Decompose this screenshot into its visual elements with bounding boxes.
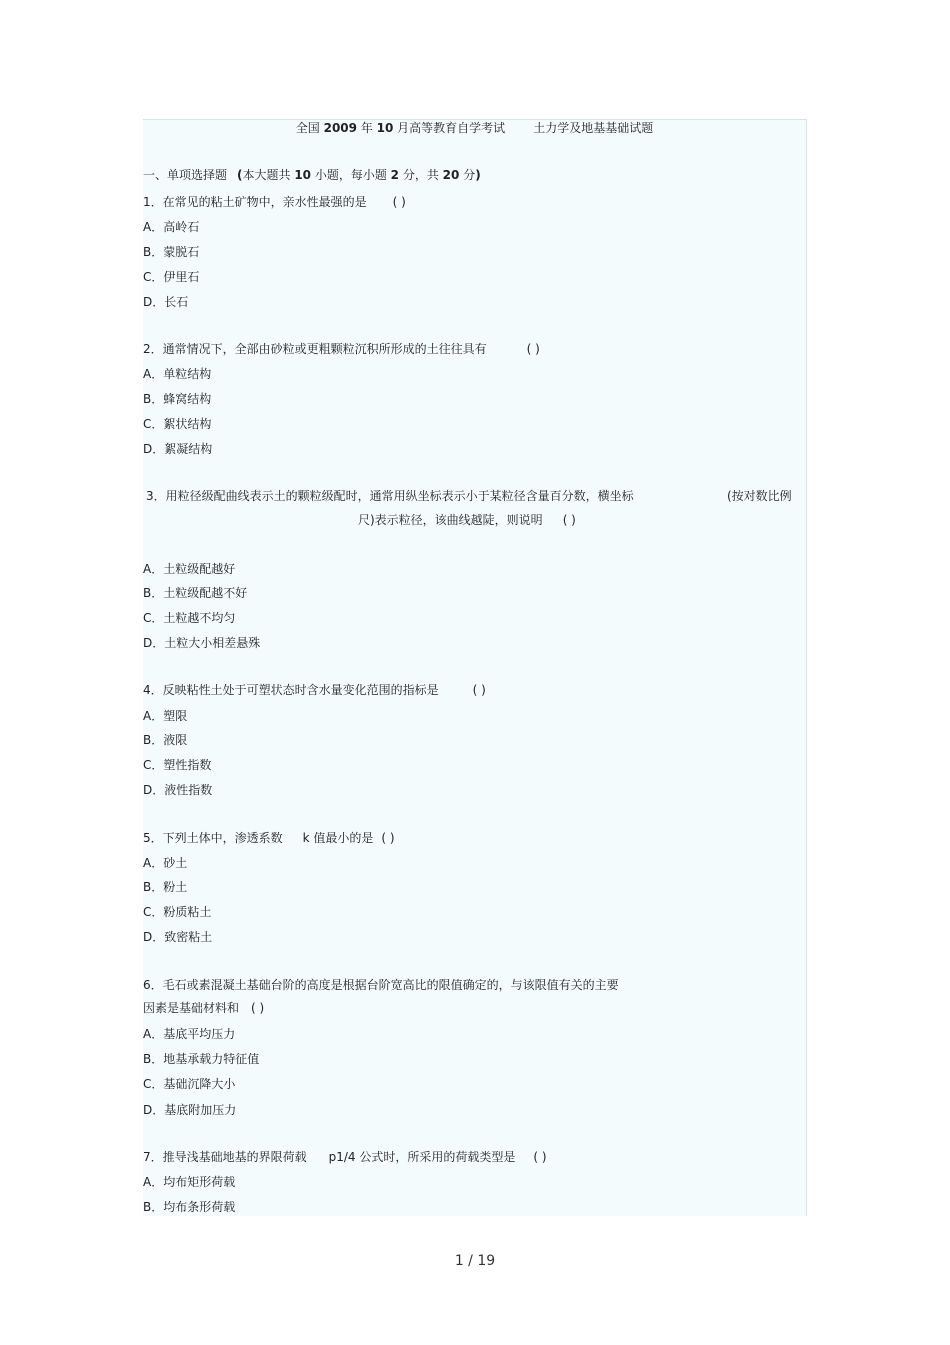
question-7-option-b: B．均布条形荷载 bbox=[143, 1200, 236, 1214]
question-7-stem: 7．推导浅基础地基的界限荷载 p1/4 公式时，所采用的荷载类型是 ( ) bbox=[143, 1150, 547, 1164]
question-1-option-c: C．伊里石 bbox=[143, 270, 200, 284]
question-1-option-d: D．长石 bbox=[143, 295, 189, 309]
question-2-option-b: B．蜂窝结构 bbox=[143, 392, 212, 406]
question-3-option-a: A．土粒级配越好 bbox=[143, 562, 236, 576]
question-6-stem: 6．毛石或素混凝土基础台阶的高度是根据台阶宽高比的限值确定的，与该限值有关的主要 bbox=[143, 978, 619, 992]
question-1-stem: 1．在常见的粘土矿物中，亲水性最强的是 ( ) bbox=[143, 195, 406, 209]
question-6-option-d: D．基底附加压力 bbox=[143, 1103, 237, 1117]
question-2-stem: 2．通常情况下，全部由砂粒或更粗颗粒沉积所形成的土往往具有 ( ) bbox=[143, 342, 540, 356]
question-2-option-d: D．絮凝结构 bbox=[143, 442, 213, 456]
subject-title: 土力学及地基基础试题 bbox=[533, 121, 654, 135]
question-6-stem-line2: 因素是基础材料和 ( ) bbox=[143, 1001, 265, 1015]
question-3-option-c: C．土粒越不均匀 bbox=[143, 611, 236, 625]
question-6-option-b: B．地基承载力特征值 bbox=[143, 1052, 260, 1066]
section-heading: 一、单项选择题 (本大题共 10 小题，每小题 2 分，共 20 分) bbox=[143, 168, 481, 182]
question-6-option-a: A．基底平均压力 bbox=[143, 1027, 236, 1041]
question-3-option-b: B．土粒级配越不好 bbox=[143, 586, 248, 600]
page-title: 全国 2009 年 10 月高等教育自学考试 土力学及地基基础试题 bbox=[295, 121, 654, 135]
question-5-option-d: D．致密粘土 bbox=[143, 930, 213, 944]
question-3-stem-tail: (按对数比例 bbox=[727, 489, 792, 503]
question-5-option-a: A．砂土 bbox=[143, 856, 188, 870]
question-3-stem: 3．用粒径级配曲线表示土的颗粒级配时，通常用纵坐标表示小于某粒径含量百分数，横坐标 bbox=[146, 489, 634, 503]
question-4-stem: 4．反映粘性土处于可塑状态时含水量变化范围的指标是 ( ) bbox=[143, 683, 486, 697]
question-5-option-b: B．粉土 bbox=[143, 880, 188, 894]
question-3-option-d: D．土粒大小相差悬殊 bbox=[143, 636, 261, 650]
page-indicator: 1 / 19 bbox=[454, 1253, 496, 1269]
question-5-stem: 5．下列土体中，渗透系数 k 值最小的是 ( ) bbox=[143, 831, 395, 845]
question-3-stem-line2: 尺)表示粒径，该曲线越陡，则说明 ( ) bbox=[358, 513, 576, 527]
question-6-option-c: C．基础沉降大小 bbox=[143, 1077, 236, 1091]
question-2-option-c: C．絮状结构 bbox=[143, 417, 212, 431]
question-5-option-c: C．粉质粘土 bbox=[143, 905, 212, 919]
question-4-option-c: C．塑性指数 bbox=[143, 758, 212, 772]
question-7-option-a: A．均布矩形荷载 bbox=[143, 1175, 236, 1189]
question-4-option-d: D．液性指数 bbox=[143, 783, 213, 797]
question-4-option-b: B．液限 bbox=[143, 733, 188, 747]
question-4-option-a: A．塑限 bbox=[143, 709, 188, 723]
question-2-option-a: A．单粒结构 bbox=[143, 367, 212, 381]
question-1-option-a: A．高岭石 bbox=[143, 220, 200, 234]
question-1-option-b: B．蒙脱石 bbox=[143, 245, 200, 259]
